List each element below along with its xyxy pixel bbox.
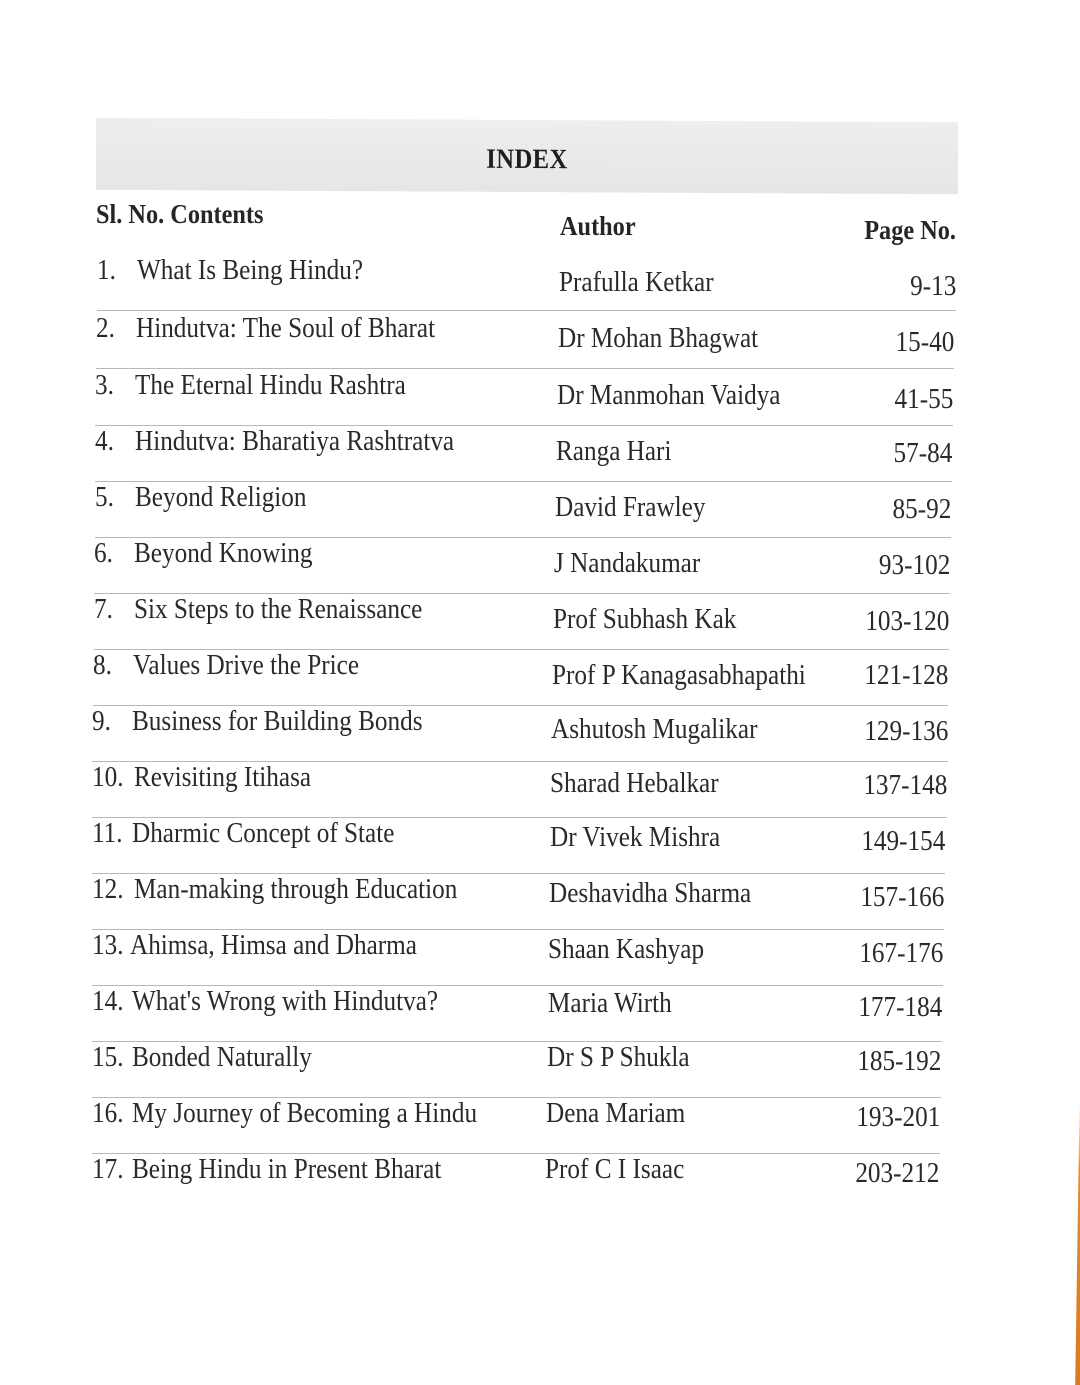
entry-pages: 137-148 [863,770,947,801]
entry-title: Beyond Knowing [134,538,313,569]
entry-author: Prafulla Ketkar [559,267,714,298]
table-row [92,1042,941,1098]
entry-title: The Eternal Hindu Rashtra [135,370,406,401]
entry-title: Business for Building Bonds [132,706,423,737]
entry-number: 17. [92,1154,124,1185]
entry-pages: 41-55 [894,384,953,415]
entry-pages: 157-166 [860,882,944,913]
index-title: INDEX [486,143,568,176]
entry-number: 15. [92,1042,124,1073]
table-row [95,482,951,538]
entry-number: 3. [95,370,114,401]
entry-author: Deshavidha Sharma [549,878,752,909]
table-row [92,1098,940,1154]
table-row [92,1154,939,1210]
entry-author: Dr S P Shukla [547,1042,690,1073]
entry-pages: 57-84 [893,438,952,469]
entry-pages: 129-136 [864,716,948,747]
entry-pages: 185-192 [857,1046,941,1077]
entry-author: Ranga Hari [556,436,672,467]
entry-title: My Journey of Becoming a Hindu [132,1098,478,1129]
entry-title: Being Hindu in Present Bharat [132,1154,442,1185]
entry-author: Dena Mariam [546,1098,686,1129]
entry-number: 16. [92,1098,124,1129]
entry-title: Dharmic Concept of State [132,818,395,849]
entry-title: Man-making through Education [134,874,458,905]
entry-pages: 103-120 [865,606,949,637]
header-sl-contents: Sl. No. Contents [96,199,264,229]
entry-number: 4. [95,426,114,457]
entry-number: 8. [93,650,112,681]
entry-author: Dr Mohan Bhagwat [558,323,759,354]
entry-number: 9. [92,706,111,737]
entry-title: Revisiting Itihasa [134,762,312,793]
entry-title: Ahimsa, Himsa and Dharma [130,930,417,961]
table-row [92,874,944,930]
table-row [93,650,948,706]
entry-author: Prof Subhash Kak [553,604,737,635]
entry-title: Beyond Religion [135,482,307,513]
entry-title: Hindutva: Bharatiya Rashtratva [135,426,455,457]
entry-number: 12. [92,874,124,905]
entry-author: Shaan Kashyap [548,934,705,965]
entry-pages: 149-154 [861,826,945,857]
entry-number: 13. [92,930,124,961]
entry-author: Dr Vivek Mishra [550,822,721,853]
entry-author: David Frawley [555,492,706,523]
table-row [94,538,950,594]
entry-author: Sharad Hebalkar [550,768,719,799]
entry-author: J Nandakumar [554,548,701,579]
entry-pages: 9-13 [909,271,956,302]
entry-pages: 203-212 [855,1158,939,1189]
entry-author: Dr Manmohan Vaidya [557,380,781,411]
entry-title: Hindutva: The Soul of Bharat [136,313,436,344]
entry-author: Maria Wirth [548,988,672,1019]
entry-number: 11. [92,818,123,849]
entry-author: Prof C I Isaac [545,1154,685,1185]
entry-pages: 177-184 [858,992,942,1023]
row-divider [97,310,956,311]
row-divider [96,368,954,369]
entry-author: Ashutosh Mugalikar [551,714,758,745]
table-row [95,426,952,482]
table-row [92,930,943,986]
table-row [96,313,954,369]
entry-author: Prof P Kanagasabhapathi [552,660,806,691]
table-row [92,818,945,874]
entry-pages: 121-128 [864,660,948,691]
entry-number: 1. [97,255,116,286]
entry-number: 10. [92,762,124,793]
entry-title: What's Wrong with Hindutva? [132,986,439,1017]
entry-title: Six Steps to the Renaissance [134,594,423,625]
header-author: Author [560,211,636,241]
table-row [94,594,949,650]
entry-pages: 167-176 [859,938,943,969]
entry-number: 2. [96,313,115,344]
entry-pages: 15-40 [895,327,954,358]
table-row [92,706,948,762]
entry-pages: 85-92 [892,494,951,525]
entry-title: Values Drive the Price [133,650,360,681]
entry-pages: 93-102 [878,550,950,581]
table-row [92,986,942,1042]
entry-number: 6. [94,538,113,569]
entry-title: What Is Being Hindu? [137,255,364,286]
entry-number: 5. [95,482,114,513]
table-row [92,762,947,818]
entry-number: 14. [92,986,124,1017]
table-row [97,255,956,311]
entry-title: Bonded Naturally [132,1042,312,1073]
table-row [95,370,953,426]
header-page-no: Page No. [864,215,956,245]
entry-number: 7. [94,594,113,625]
entry-pages: 193-201 [856,1102,940,1133]
